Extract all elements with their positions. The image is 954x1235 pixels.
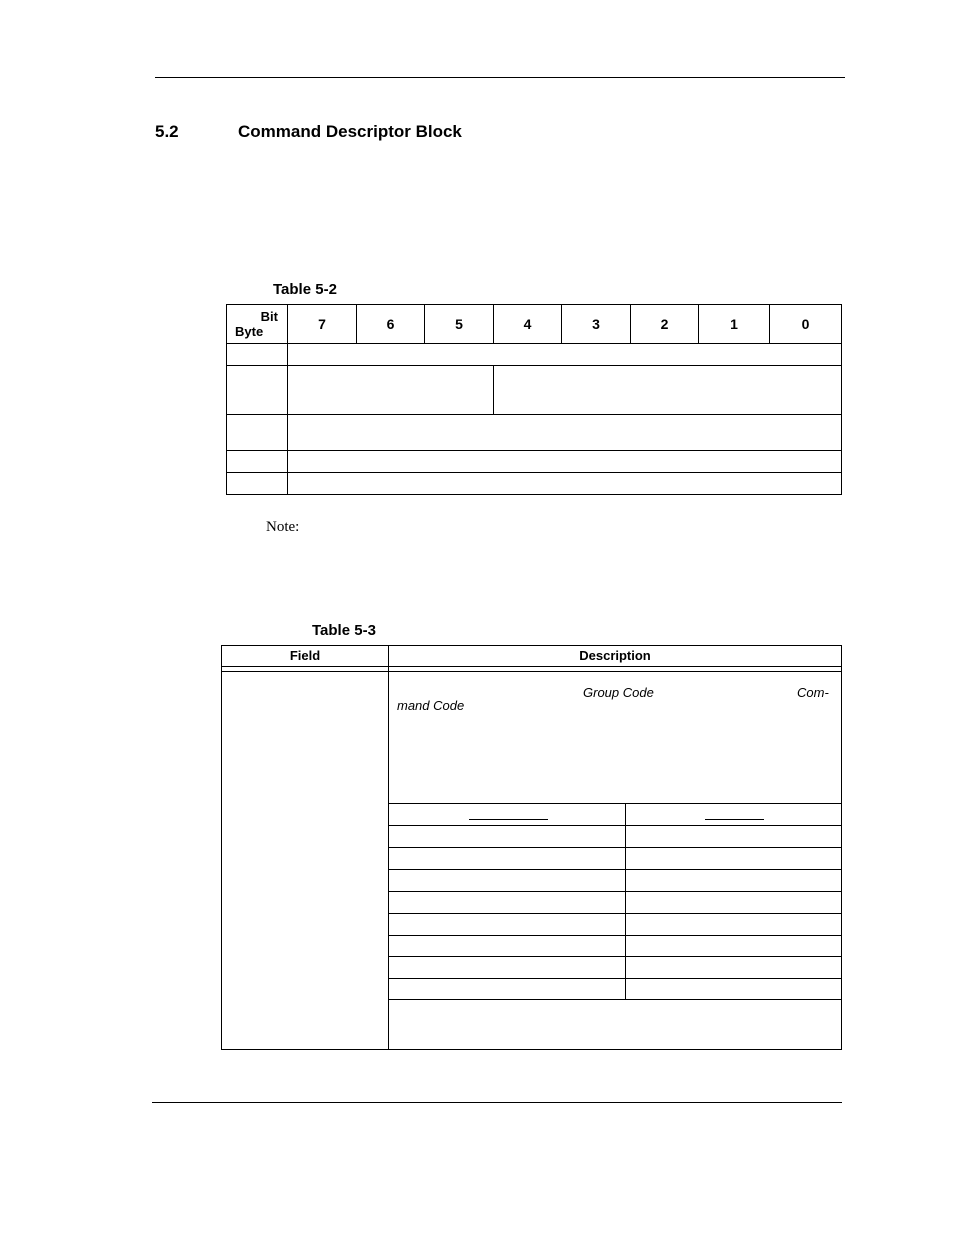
byte-label: Byte: [235, 324, 264, 340]
group-code-term: Group Code: [583, 685, 654, 700]
header-rule: [222, 666, 841, 667]
field-cell: [288, 366, 494, 414]
bottom-rule: [152, 1102, 842, 1103]
note-label: Note:: [266, 519, 300, 535]
field-cell: [494, 366, 842, 414]
byte-row: [227, 344, 842, 366]
byte-row: [227, 472, 842, 494]
subtable-row-line: [389, 913, 841, 914]
bit-header-row: [227, 305, 842, 344]
byte-cell: [227, 472, 288, 494]
table-5-3-caption: Table 5-3: [312, 622, 376, 639]
bit-6-header: 6: [357, 305, 425, 344]
byte-cell: [227, 414, 288, 450]
field-description-table: [221, 645, 842, 1050]
section-title: Command Descriptor Block: [238, 122, 462, 141]
cdb-bit-table: [226, 304, 842, 495]
bit-4-header: 4: [494, 305, 562, 344]
byte-cell: [227, 344, 288, 366]
byte-row: [227, 366, 842, 414]
table-5-2-caption: Table 5-2: [273, 281, 337, 298]
bit-2-header: 2: [631, 305, 699, 344]
subtable-row-line: [389, 803, 841, 804]
bit-3-header: 3: [562, 305, 631, 344]
bit-label: Bit: [260, 309, 278, 325]
description-column-header: Description: [579, 648, 651, 663]
byte-cell: [227, 366, 288, 414]
field-column-header: Field: [289, 648, 321, 663]
bit-1-header: 1: [699, 305, 770, 344]
subtable-row-line: [389, 978, 841, 979]
section-number: 5.2: [155, 122, 179, 141]
field-cell: [288, 472, 842, 494]
byte-row: [227, 450, 842, 472]
command-code-term-start: Com-: [797, 685, 829, 700]
subtable-column-divider: [625, 803, 626, 999]
bit-7-header: 7: [288, 305, 357, 344]
subtable-row-line: [389, 825, 841, 826]
subtable-header-underline: [705, 819, 764, 820]
bit-0-header: 0: [770, 305, 842, 344]
header-rule: [222, 671, 841, 672]
subtable-row-line: [389, 956, 841, 957]
field-cell: [288, 450, 842, 472]
byte-cell: [227, 450, 288, 472]
byte-row: [227, 414, 842, 450]
subtable-header-underline: [469, 819, 548, 820]
subtable-row-line: [389, 999, 841, 1000]
field-cell: [288, 414, 842, 450]
field-cell: [288, 344, 842, 366]
bit-byte-corner: [227, 305, 288, 344]
subtable-row-line: [389, 847, 841, 848]
bit-5-header: 5: [425, 305, 494, 344]
top-rule: [155, 77, 845, 78]
subtable-row-line: [389, 869, 841, 870]
subtable-row-line: [389, 935, 841, 936]
subtable-row-line: [389, 891, 841, 892]
command-code-term-end: mand Code: [397, 698, 465, 713]
